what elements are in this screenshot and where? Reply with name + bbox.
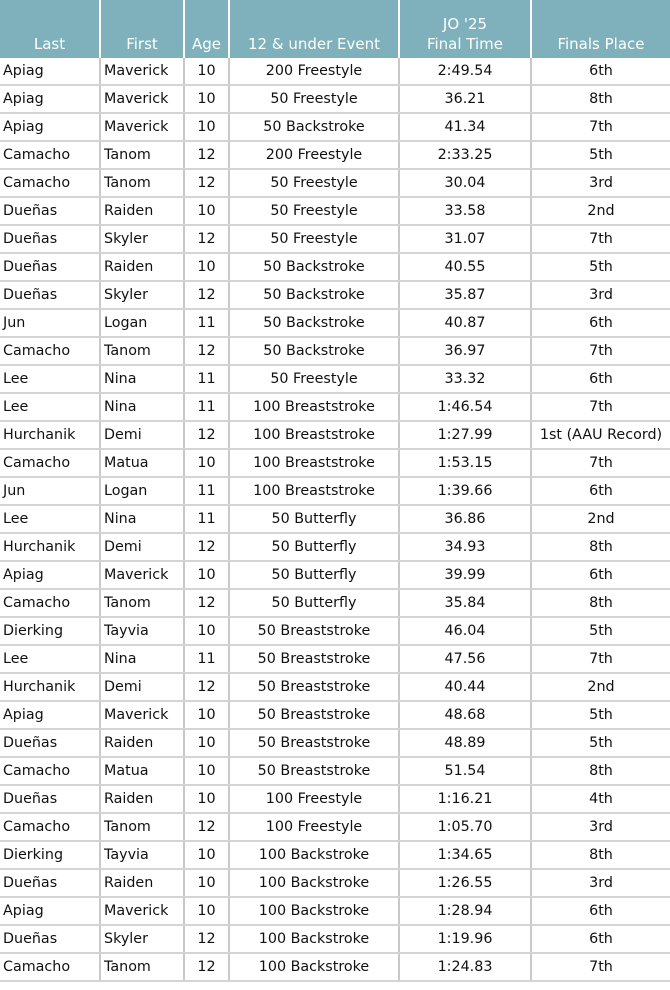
- cell-event: 100 Freestyle: [229, 785, 399, 813]
- header-last: Last: [0, 0, 100, 58]
- table-row: [0, 897, 670, 925]
- table-row: [0, 785, 670, 813]
- table-row: [0, 141, 670, 169]
- cell-age: 12: [184, 225, 229, 253]
- cell-age: 10: [184, 197, 229, 225]
- cell-event: 50 Backstroke: [229, 253, 399, 281]
- table-row: [0, 505, 670, 533]
- cell-event: 100 Backstroke: [229, 841, 399, 869]
- cell-final-time: 1:27.99: [399, 421, 531, 449]
- cell-final-time: 36.86: [399, 505, 531, 533]
- cell-final-time: 1:39.66: [399, 477, 531, 505]
- cell-final-time: 40.44: [399, 673, 531, 701]
- cell-age: 10: [184, 897, 229, 925]
- table-row: [0, 757, 670, 785]
- cell-first: Maverick: [100, 561, 184, 589]
- table-row: [0, 729, 670, 757]
- cell-event: 50 Backstroke: [229, 113, 399, 141]
- cell-finals-place: 7th: [531, 113, 670, 141]
- cell-first: Nina: [100, 365, 184, 393]
- cell-last: Hurchanik: [0, 421, 100, 449]
- cell-last: Dueñas: [0, 925, 100, 953]
- cell-final-time: 1:19.96: [399, 925, 531, 953]
- cell-final-time: 1:16.21: [399, 785, 531, 813]
- cell-age: 12: [184, 337, 229, 365]
- cell-age: 10: [184, 757, 229, 785]
- cell-first: Maverick: [100, 85, 184, 113]
- cell-age: 11: [184, 505, 229, 533]
- cell-last: Camacho: [0, 449, 100, 477]
- cell-finals-place: 7th: [531, 449, 670, 477]
- cell-finals-place: 5th: [531, 617, 670, 645]
- table-row: [0, 421, 670, 449]
- cell-finals-place: 2nd: [531, 197, 670, 225]
- cell-age: 10: [184, 729, 229, 757]
- cell-finals-place: 1st (AAU Record): [531, 421, 670, 449]
- cell-event: 50 Freestyle: [229, 197, 399, 225]
- header-final-time-line1: JO '25: [442, 15, 488, 33]
- table-row: [0, 841, 670, 869]
- cell-first: Skyler: [100, 225, 184, 253]
- cell-event: 100 Backstroke: [229, 869, 399, 897]
- cell-first: Nina: [100, 393, 184, 421]
- cell-last: Apiag: [0, 113, 100, 141]
- cell-last: Camacho: [0, 589, 100, 617]
- cell-event: 100 Breaststroke: [229, 449, 399, 477]
- cell-finals-place: 3rd: [531, 169, 670, 197]
- cell-last: Lee: [0, 365, 100, 393]
- table-row: [0, 645, 670, 673]
- cell-last: Dierking: [0, 841, 100, 869]
- cell-first: Logan: [100, 309, 184, 337]
- table-row: [0, 813, 670, 841]
- cell-event: 50 Butterfly: [229, 589, 399, 617]
- cell-final-time: 51.54: [399, 757, 531, 785]
- cell-finals-place: 8th: [531, 757, 670, 785]
- cell-event: 50 Backstroke: [229, 309, 399, 337]
- header-event: 12 & under Event: [229, 0, 399, 58]
- cell-age: 10: [184, 449, 229, 477]
- table-row: [0, 365, 670, 393]
- table-row: [0, 281, 670, 309]
- cell-age: 12: [184, 281, 229, 309]
- cell-final-time: 40.87: [399, 309, 531, 337]
- cell-last: Dueñas: [0, 281, 100, 309]
- cell-event: 100 Freestyle: [229, 813, 399, 841]
- cell-first: Tanom: [100, 953, 184, 981]
- cell-age: 12: [184, 169, 229, 197]
- cell-age: 11: [184, 645, 229, 673]
- cell-event: 100 Backstroke: [229, 953, 399, 981]
- cell-finals-place: 8th: [531, 85, 670, 113]
- table-row: [0, 253, 670, 281]
- cell-final-time: 36.97: [399, 337, 531, 365]
- header-age: Age: [184, 0, 229, 58]
- cell-finals-place: 6th: [531, 365, 670, 393]
- cell-event: 50 Freestyle: [229, 85, 399, 113]
- table-row: [0, 197, 670, 225]
- cell-last: Camacho: [0, 953, 100, 981]
- cell-final-time: 46.04: [399, 617, 531, 645]
- cell-event: 200 Freestyle: [229, 58, 399, 85]
- cell-finals-place: 7th: [531, 953, 670, 981]
- cell-last: Lee: [0, 393, 100, 421]
- cell-final-time: 1:46.54: [399, 393, 531, 421]
- table-row: [0, 449, 670, 477]
- table-row: [0, 169, 670, 197]
- cell-final-time: 1:05.70: [399, 813, 531, 841]
- table-row: [0, 617, 670, 645]
- cell-event: 50 Breaststroke: [229, 757, 399, 785]
- cell-final-time: 48.89: [399, 729, 531, 757]
- cell-first: Maverick: [100, 897, 184, 925]
- cell-event: 100 Breaststroke: [229, 477, 399, 505]
- cell-event: 100 Backstroke: [229, 897, 399, 925]
- table-row: [0, 309, 670, 337]
- cell-final-time: 47.56: [399, 645, 531, 673]
- table-row: [0, 393, 670, 421]
- cell-final-time: 36.21: [399, 85, 531, 113]
- cell-final-time: 1:24.83: [399, 953, 531, 981]
- cell-first: Raiden: [100, 197, 184, 225]
- table-row: [0, 477, 670, 505]
- cell-finals-place: 3rd: [531, 813, 670, 841]
- header-row: [0, 0, 670, 58]
- cell-event: 50 Freestyle: [229, 365, 399, 393]
- cell-age: 12: [184, 813, 229, 841]
- cell-last: Camacho: [0, 337, 100, 365]
- cell-age: 10: [184, 561, 229, 589]
- cell-finals-place: 6th: [531, 477, 670, 505]
- cell-event: 50 Breaststroke: [229, 645, 399, 673]
- cell-final-time: 1:28.94: [399, 897, 531, 925]
- cell-first: Demi: [100, 421, 184, 449]
- cell-last: Camacho: [0, 169, 100, 197]
- cell-age: 10: [184, 253, 229, 281]
- cell-first: Matua: [100, 449, 184, 477]
- cell-finals-place: 2nd: [531, 505, 670, 533]
- cell-event: 200 Freestyle: [229, 141, 399, 169]
- cell-event: 50 Breaststroke: [229, 729, 399, 757]
- table-row: [0, 533, 670, 561]
- header-first: First: [100, 0, 184, 58]
- table-row: [0, 85, 670, 113]
- table-header: [0, 0, 670, 58]
- cell-finals-place: 7th: [531, 225, 670, 253]
- cell-last: Dueñas: [0, 785, 100, 813]
- cell-last: Apiag: [0, 897, 100, 925]
- cell-final-time: 31.07: [399, 225, 531, 253]
- cell-first: Maverick: [100, 113, 184, 141]
- cell-finals-place: 8th: [531, 841, 670, 869]
- table-row: [0, 925, 670, 953]
- cell-final-time: 35.87: [399, 281, 531, 309]
- cell-first: Maverick: [100, 58, 184, 85]
- cell-last: Dueñas: [0, 197, 100, 225]
- cell-first: Demi: [100, 673, 184, 701]
- cell-last: Dueñas: [0, 869, 100, 897]
- header-final-time-line2: Final Time: [426, 35, 504, 53]
- cell-last: Apiag: [0, 85, 100, 113]
- cell-age: 10: [184, 85, 229, 113]
- cell-first: Tanom: [100, 337, 184, 365]
- cell-final-time: 48.68: [399, 701, 531, 729]
- cell-last: Hurchanik: [0, 533, 100, 561]
- cell-first: Tayvia: [100, 617, 184, 645]
- cell-final-time: 41.34: [399, 113, 531, 141]
- cell-finals-place: 6th: [531, 925, 670, 953]
- cell-finals-place: 8th: [531, 533, 670, 561]
- cell-last: Dueñas: [0, 253, 100, 281]
- cell-age: 12: [184, 953, 229, 981]
- cell-first: Raiden: [100, 869, 184, 897]
- cell-age: 10: [184, 113, 229, 141]
- cell-event: 50 Freestyle: [229, 225, 399, 253]
- cell-event: 50 Breaststroke: [229, 701, 399, 729]
- cell-first: Nina: [100, 645, 184, 673]
- cell-final-time: 33.58: [399, 197, 531, 225]
- cell-age: 10: [184, 785, 229, 813]
- cell-age: 12: [184, 533, 229, 561]
- table-body: [0, 58, 670, 981]
- cell-event: 50 Butterfly: [229, 505, 399, 533]
- cell-final-time: 30.04: [399, 169, 531, 197]
- table-row: [0, 953, 670, 981]
- cell-age: 11: [184, 309, 229, 337]
- cell-age: 12: [184, 421, 229, 449]
- cell-last: Camacho: [0, 813, 100, 841]
- cell-first: Demi: [100, 533, 184, 561]
- cell-final-time: 34.93: [399, 533, 531, 561]
- table-row: [0, 589, 670, 617]
- cell-finals-place: 7th: [531, 393, 670, 421]
- cell-final-time: 1:53.15: [399, 449, 531, 477]
- cell-final-time: 2:33.25: [399, 141, 531, 169]
- cell-final-time: 1:34.65: [399, 841, 531, 869]
- cell-age: 11: [184, 365, 229, 393]
- cell-finals-place: 5th: [531, 141, 670, 169]
- cell-event: 50 Butterfly: [229, 561, 399, 589]
- cell-event: 50 Breaststroke: [229, 673, 399, 701]
- cell-age: 10: [184, 869, 229, 897]
- cell-finals-place: 3rd: [531, 869, 670, 897]
- cell-finals-place: 2nd: [531, 673, 670, 701]
- cell-first: Skyler: [100, 281, 184, 309]
- cell-first: Tayvia: [100, 841, 184, 869]
- cell-finals-place: 6th: [531, 897, 670, 925]
- cell-event: 50 Freestyle: [229, 169, 399, 197]
- cell-final-time: 2:49.54: [399, 58, 531, 85]
- cell-event: 50 Backstroke: [229, 337, 399, 365]
- cell-finals-place: 5th: [531, 253, 670, 281]
- cell-event: 50 Breaststroke: [229, 617, 399, 645]
- cell-age: 10: [184, 58, 229, 85]
- cell-first: Raiden: [100, 253, 184, 281]
- cell-age: 10: [184, 701, 229, 729]
- header-final-time: [399, 0, 531, 58]
- cell-first: Matua: [100, 757, 184, 785]
- cell-first: Tanom: [100, 169, 184, 197]
- cell-last: Camacho: [0, 141, 100, 169]
- cell-event: 100 Breaststroke: [229, 393, 399, 421]
- cell-final-time: 40.55: [399, 253, 531, 281]
- cell-first: Tanom: [100, 141, 184, 169]
- cell-finals-place: 7th: [531, 337, 670, 365]
- table-row: [0, 225, 670, 253]
- table-row: [0, 113, 670, 141]
- table-row: [0, 561, 670, 589]
- cell-age: 12: [184, 673, 229, 701]
- cell-age: 12: [184, 141, 229, 169]
- table-row: [0, 337, 670, 365]
- cell-finals-place: 5th: [531, 729, 670, 757]
- cell-event: 100 Backstroke: [229, 925, 399, 953]
- cell-first: Nina: [100, 505, 184, 533]
- cell-final-time: 1:26.55: [399, 869, 531, 897]
- cell-event: 50 Backstroke: [229, 281, 399, 309]
- cell-first: Maverick: [100, 701, 184, 729]
- cell-age: 12: [184, 925, 229, 953]
- cell-final-time: 33.32: [399, 365, 531, 393]
- cell-final-time: 35.84: [399, 589, 531, 617]
- cell-event: 100 Breaststroke: [229, 421, 399, 449]
- cell-last: Apiag: [0, 561, 100, 589]
- cell-last: Dierking: [0, 617, 100, 645]
- cell-last: Hurchanik: [0, 673, 100, 701]
- cell-first: Logan: [100, 477, 184, 505]
- cell-last: Jun: [0, 477, 100, 505]
- cell-last: Dueñas: [0, 225, 100, 253]
- table-row: [0, 58, 670, 85]
- cell-first: Skyler: [100, 925, 184, 953]
- header-finals-place: Finals Place: [531, 0, 670, 58]
- cell-finals-place: 5th: [531, 701, 670, 729]
- cell-last: Dueñas: [0, 729, 100, 757]
- cell-first: Tanom: [100, 589, 184, 617]
- cell-last: Apiag: [0, 701, 100, 729]
- cell-finals-place: 6th: [531, 309, 670, 337]
- cell-first: Tanom: [100, 813, 184, 841]
- cell-age: 10: [184, 841, 229, 869]
- table-row: [0, 673, 670, 701]
- cell-final-time: 39.99: [399, 561, 531, 589]
- cell-last: Lee: [0, 505, 100, 533]
- cell-finals-place: 4th: [531, 785, 670, 813]
- cell-age: 12: [184, 589, 229, 617]
- cell-event: 50 Butterfly: [229, 533, 399, 561]
- table-row: [0, 701, 670, 729]
- cell-last: Apiag: [0, 58, 100, 85]
- cell-last: Jun: [0, 309, 100, 337]
- cell-first: Raiden: [100, 729, 184, 757]
- cell-age: 10: [184, 617, 229, 645]
- cell-finals-place: 3rd: [531, 281, 670, 309]
- cell-finals-place: 6th: [531, 561, 670, 589]
- table-row: [0, 869, 670, 897]
- cell-age: 11: [184, 477, 229, 505]
- cell-first: Raiden: [100, 785, 184, 813]
- cell-finals-place: 6th: [531, 58, 670, 85]
- cell-last: Lee: [0, 645, 100, 673]
- cell-finals-place: 7th: [531, 645, 670, 673]
- cell-finals-place: 8th: [531, 589, 670, 617]
- cell-age: 11: [184, 393, 229, 421]
- cell-last: Camacho: [0, 757, 100, 785]
